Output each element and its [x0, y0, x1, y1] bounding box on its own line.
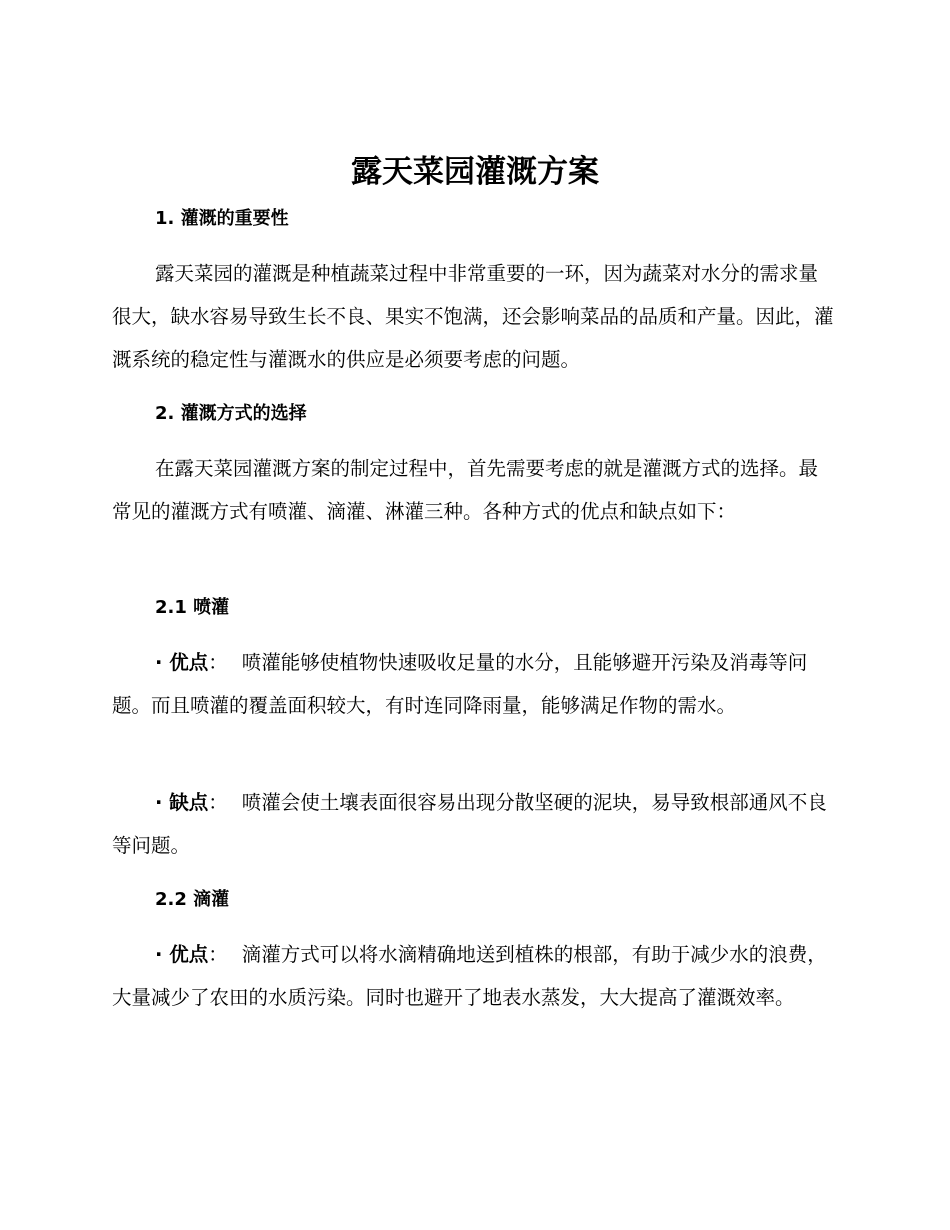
- section-heading-importance: 1. 灌溉的重要性: [155, 208, 289, 229]
- section-heading-sprinkler: 2.1 喷灌: [155, 597, 230, 618]
- section-paragraph-importance: 露天菜园的灌溉是种植蔬菜过程中非常重要的一环，因为蔬菜对水分的需求量很大，缺水容易导致生长不良、果实不饱满，还会影响菜品的品质和产量。因此，灌溉系统的稳定性与灌溉水的供应是必须要考虑的问题。: [112, 262, 834, 371]
- cons-label: · 缺点: [155, 791, 209, 814]
- pros-separator: ：: [208, 943, 228, 966]
- sprinkler-cons-text: 喷灌会使土壤表面很容易出现分散坚硬的泥块，易导致根部通风不良等问题。: [112, 791, 827, 857]
- section-paragraph-method-choice: 在露天菜园灌溉方案的制定过程中，首先需要考虑的就是灌溉方式的选择。最常见的灌溉方式有喷灌、滴灌、淋灌三种。各种方式的优点和缺点如下：: [112, 457, 819, 523]
- section-heading-method-choice: 2. 灌溉方式的选择: [155, 403, 307, 424]
- drip-pros-text: 滴灌方式可以将水滴精确地送到植株的根部，有助于减少水的浪费，大量减少了农田的水质污染。同时也避开了地表水蒸发，大大提高了灌溉效率。: [112, 943, 827, 1009]
- sprinkler-pros-text: 喷灌能够使植物快速吸收足量的水分，且能够避开污染及消毒等问题。而且喷灌的覆盖面积较大，有时连同降雨量，能够满足作物的需水。: [112, 651, 808, 717]
- sprinkler-pros-paragraph: [112, 641, 834, 727]
- pros-separator: ：: [208, 651, 228, 674]
- pros-label: · 优点: [155, 651, 209, 674]
- sprinkler-cons-paragraph: [112, 781, 834, 867]
- cons-separator: ：: [208, 791, 228, 814]
- pros-label: · 优点: [155, 943, 209, 966]
- drip-pros-paragraph: [112, 933, 834, 1019]
- section-heading-drip: 2.2 滴灌: [155, 889, 230, 910]
- document-title: 露天菜园灌溉方案: [351, 154, 599, 190]
